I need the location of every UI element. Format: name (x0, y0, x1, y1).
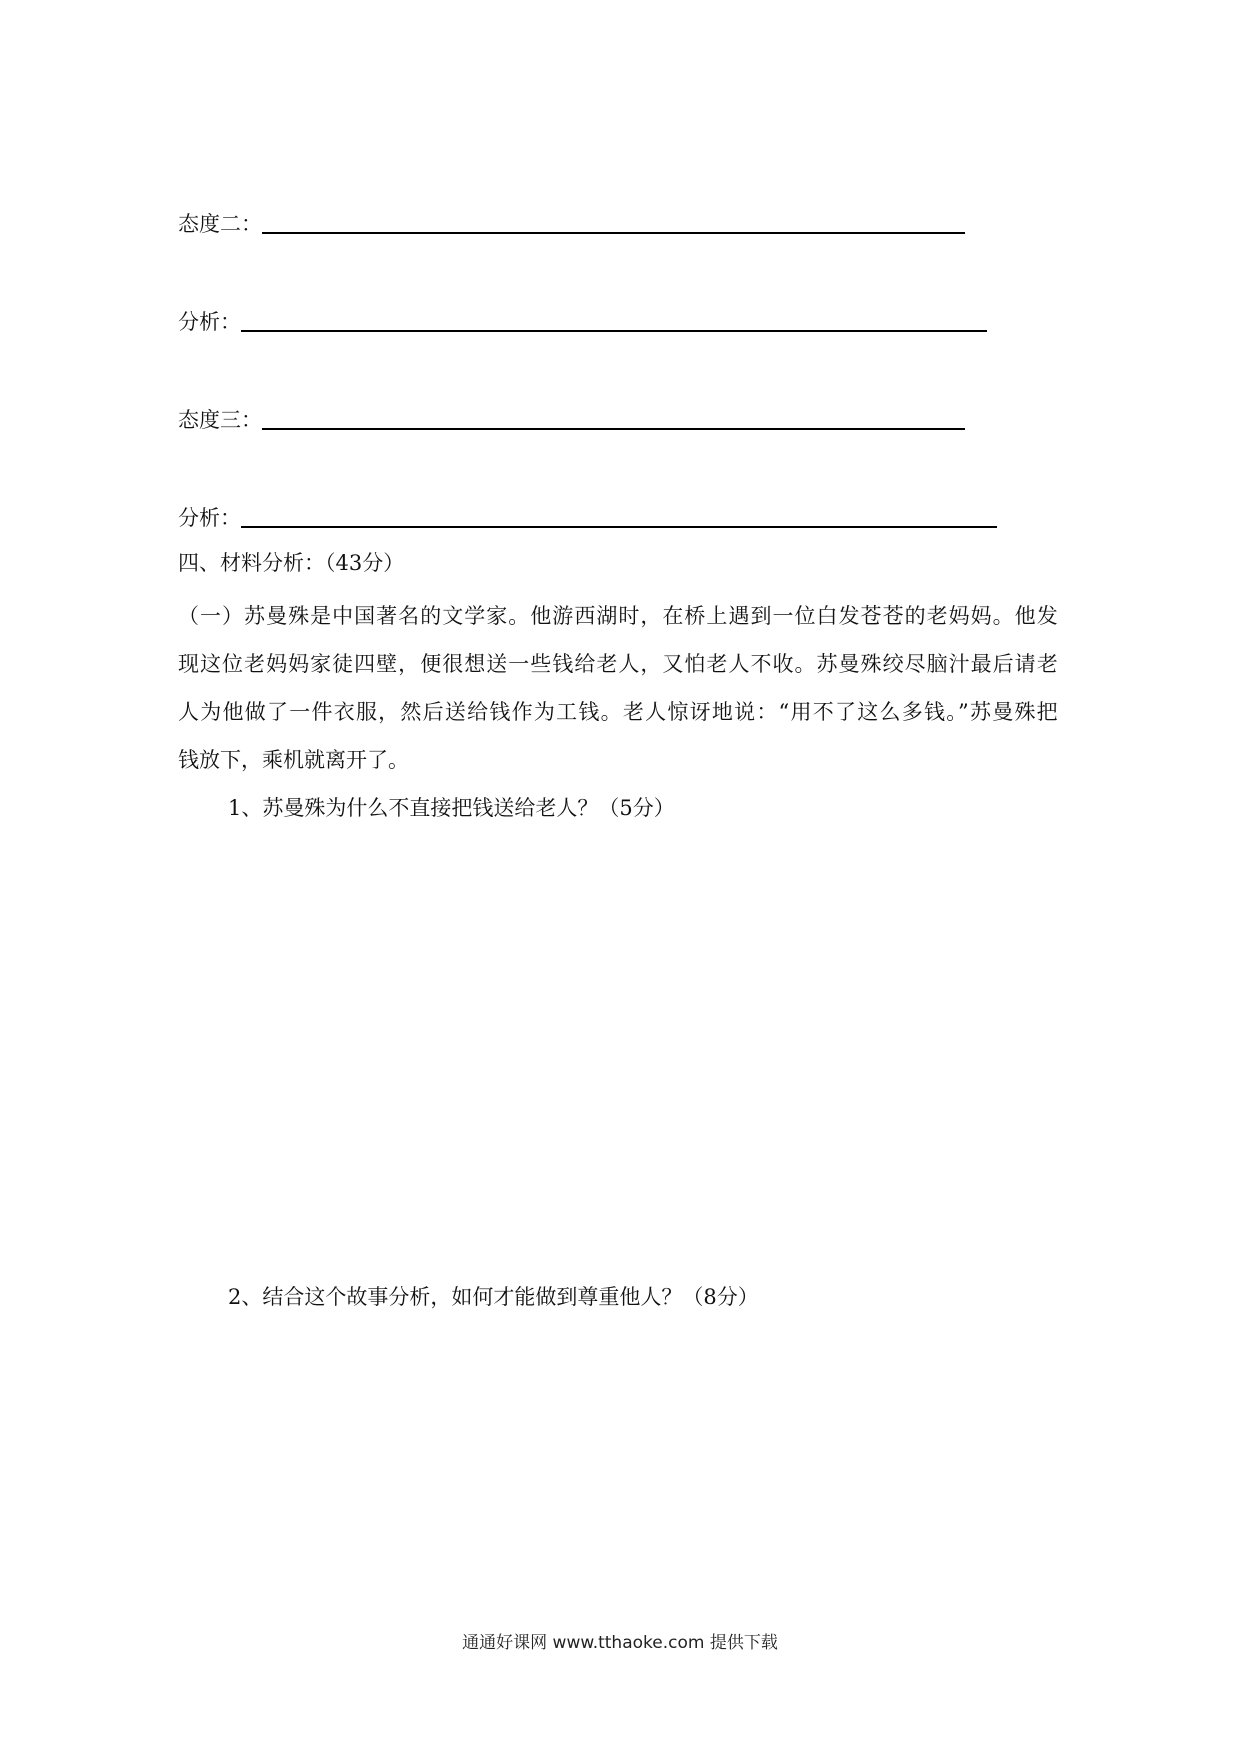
answer-row-attitude-three (178, 394, 965, 434)
answer-label: 态度三： (178, 408, 262, 432)
question-1: 1、苏曼殊为什么不直接把钱送给老人？（5分） (228, 796, 675, 820)
answer-blank-line[interactable] (241, 330, 987, 332)
passage-line: （一）苏曼殊是中国著名的文学家。他游西湖时，在桥上遇到一位白发苍苍的老妈妈。他发 (178, 604, 1058, 628)
passage-line: 人为他做了一件衣服，然后送给钱作为工钱。老人惊讶地说：“用不了这么多钱。”苏曼殊把 (178, 700, 1058, 724)
answer-blank-line[interactable] (241, 526, 997, 528)
answer-row-analysis-one (178, 296, 987, 336)
page-footer: 通通好课网 www.tthaoke.com 提供下载 (462, 1633, 778, 1653)
passage-line: 现这位老妈妈家徒四壁，便很想送一些钱给老人，又怕老人不收。苏曼殊绞尽脑汁最后请老 (178, 652, 1058, 676)
answer-blank-line[interactable] (262, 232, 965, 234)
answer-row-attitude-two (178, 198, 965, 238)
answer-row-analysis-two (178, 492, 997, 532)
answer-blank-line[interactable] (262, 428, 965, 430)
question-2: 2、结合这个故事分析，如何才能做到尊重他人？（8分） (228, 1285, 759, 1309)
answer-label: 分析： (178, 506, 241, 530)
answer-label: 态度二： (178, 212, 262, 236)
passage-line: 钱放下，乘机就离开了。 (178, 748, 409, 772)
section-heading: 四、材料分析：（43分） (178, 551, 405, 575)
answer-label: 分析： (178, 310, 241, 334)
